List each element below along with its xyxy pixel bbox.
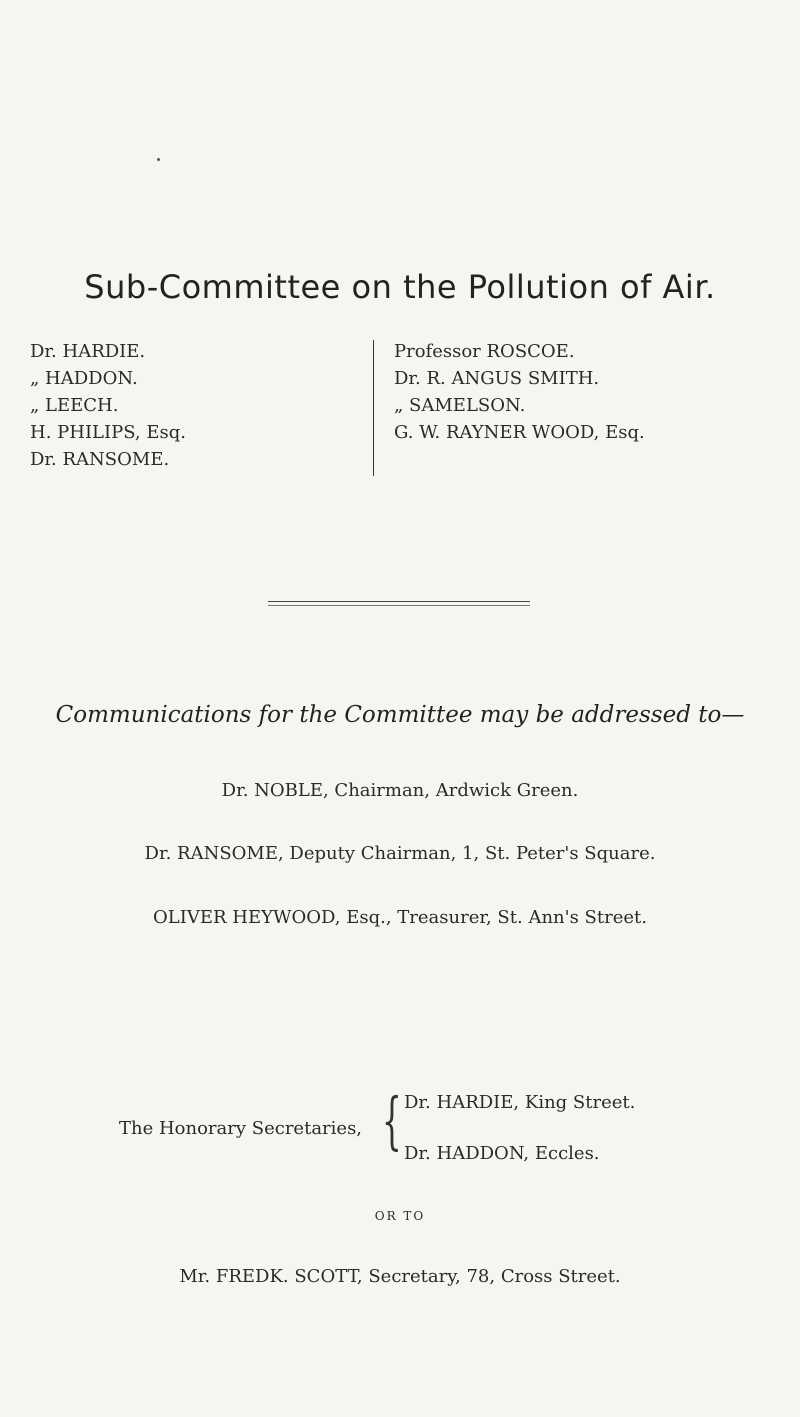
contact-line: Dr. NOBLE, Chairman, Ardwick Green.	[221, 780, 579, 801]
brace-glyph: {	[382, 1084, 402, 1157]
member-name: Dr. RANSOME.	[30, 449, 170, 470]
communications-heading: Communications for the Committee may be addressed to—	[55, 702, 745, 728]
members-list-left	[30, 338, 186, 473]
member-name: Dr. HARDIE.	[30, 341, 146, 362]
member-name: „ HADDON.	[30, 368, 138, 389]
member-name: Dr. R. ANGUS SMITH.	[394, 368, 600, 389]
member-name: G. W. RAYNER WOOD, Esq.	[394, 422, 645, 443]
members-list-right	[394, 338, 645, 446]
contact-line: Dr. RANSOME, Deputy Chairman, 1, St. Peter's Square.	[144, 843, 656, 864]
member-name: „ LEECH.	[30, 395, 119, 416]
ink-speck	[157, 158, 160, 161]
member-name: Professor ROSCOE.	[394, 341, 575, 362]
secretary-name: Dr. HARDIE, King Street.	[404, 1092, 636, 1113]
member-name: H. PHILIPS, Esq.	[30, 422, 186, 443]
secretary-name: Dr. HADDON, Eccles.	[404, 1143, 600, 1164]
column-divider	[373, 340, 374, 476]
final-contact-line: Mr. FREDK. SCOTT, Secretary, 78, Cross Street.	[179, 1266, 621, 1287]
page-title: Sub-Committee on the Pollution of Air.	[84, 268, 716, 306]
member-name: „ SAMELSON.	[394, 395, 526, 416]
secretaries-label: The Honorary Secretaries,	[119, 1118, 363, 1139]
contact-line: OLIVER HEYWOOD, Esq., Treasurer, St. Ann's Street.	[153, 907, 647, 928]
or-to-text: OR TO	[374, 1209, 426, 1223]
section-divider	[268, 601, 530, 606]
